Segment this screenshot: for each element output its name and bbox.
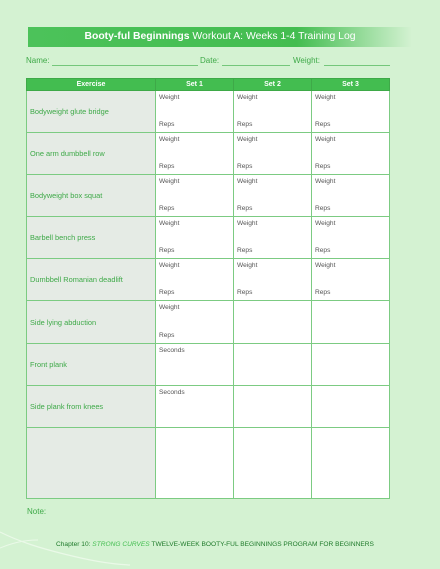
footer [56, 541, 374, 548]
training-log-table [26, 78, 390, 499]
set-cell-content [156, 428, 233, 498]
table-row [27, 427, 390, 498]
table-row [27, 175, 390, 217]
table-row [27, 301, 390, 343]
set-cell-content [234, 133, 311, 174]
set-bottom-label: Reps [159, 121, 175, 129]
set-cell[interactable] [156, 301, 234, 343]
set-cell-content [156, 91, 233, 132]
set-bottom-label: Reps [237, 247, 253, 255]
set-cell[interactable] [156, 427, 234, 498]
set-cell-content [234, 386, 311, 427]
exercise-name: Bodyweight box squat [27, 175, 156, 217]
header-fields [26, 56, 390, 68]
name-label: Name: [26, 56, 50, 65]
set-cell-content [156, 259, 233, 300]
set-cell-content [156, 133, 233, 174]
set-cell-content [312, 344, 389, 385]
set-cell[interactable] [156, 385, 234, 427]
set-cell-content [312, 301, 389, 342]
set-bottom-label: Reps [315, 163, 331, 171]
exercise-name: Bodyweight glute bridge [27, 91, 156, 133]
set-cell-content [156, 386, 233, 427]
set-bottom-label: Reps [237, 205, 253, 213]
set-cell-content [312, 428, 389, 498]
set-bottom-label: Reps [237, 289, 253, 297]
column-header-set-3: Set 3 [312, 79, 390, 91]
set-cell-content [234, 217, 311, 258]
set-cell[interactable] [312, 301, 390, 343]
table-row [27, 343, 390, 385]
set-bottom-label: Reps [315, 289, 331, 297]
set-top-label: Seconds [159, 388, 185, 396]
set-cell-content [234, 301, 311, 342]
column-header-exercise: Exercise [27, 79, 156, 91]
set-cell[interactable] [234, 259, 312, 301]
log-title [28, 27, 412, 47]
set-cell[interactable] [312, 343, 390, 385]
set-cell[interactable] [234, 427, 312, 498]
exercise-name: Front plank [27, 343, 156, 385]
set-bottom-label: Reps [237, 121, 253, 129]
set-cell-content [312, 386, 389, 427]
set-cell-content [156, 217, 233, 258]
set-top-label: Seconds [159, 346, 185, 354]
exercise-name [27, 427, 156, 498]
set-cell[interactable] [234, 385, 312, 427]
set-cell[interactable] [312, 91, 390, 133]
set-bottom-label: Reps [315, 121, 331, 129]
footer-rest: TWELVE-WEEK BOOTY-FUL BEGINNINGS PROGRAM FOR BEGINNERS [149, 541, 374, 548]
set-cell-content [312, 133, 389, 174]
set-cell-content [234, 344, 311, 385]
title-bold: Booty-ful Beginnings [84, 31, 190, 42]
table-row [27, 259, 390, 301]
set-top-label: Weight [237, 262, 258, 270]
exercise-name: Barbell bench press [27, 217, 156, 259]
set-cell-content [156, 301, 233, 342]
set-cell-content [312, 217, 389, 258]
set-bottom-label: Reps [159, 331, 175, 339]
set-cell-content [156, 344, 233, 385]
set-cell-content [312, 175, 389, 216]
set-cell[interactable] [234, 301, 312, 343]
set-top-label: Weight [315, 136, 336, 144]
title-rest: Workout A: Weeks 1-4 Training Log [189, 31, 356, 42]
set-cell-content [234, 175, 311, 216]
set-bottom-label: Reps [159, 289, 175, 297]
exercise-name: One arm dumbbell row [27, 133, 156, 175]
table-row [27, 217, 390, 259]
set-cell[interactable] [156, 343, 234, 385]
set-top-label: Weight [315, 178, 336, 186]
set-cell[interactable] [234, 133, 312, 175]
set-top-label: Weight [159, 220, 180, 228]
set-cell[interactable] [312, 175, 390, 217]
exercise-name: Side plank from knees [27, 385, 156, 427]
set-top-label: Weight [159, 94, 180, 101]
set-top-label: Weight [159, 178, 180, 186]
set-top-label: Weight [237, 220, 258, 228]
set-bottom-label: Reps [159, 205, 175, 213]
set-top-label: Weight [315, 220, 336, 228]
set-cell[interactable] [234, 343, 312, 385]
footer-chapter: Chapter 10: [56, 541, 93, 548]
set-bottom-label: Reps [159, 163, 175, 171]
exercise-name: Side lying abduction [27, 301, 156, 343]
set-top-label: Weight [159, 136, 180, 144]
column-header-set-2: Set 2 [234, 79, 312, 91]
set-cell[interactable] [234, 217, 312, 259]
note-label: Note: [27, 507, 47, 516]
set-cell[interactable] [156, 175, 234, 217]
set-cell-content [234, 91, 311, 132]
set-cell[interactable] [156, 91, 234, 133]
set-top-label: Weight [315, 94, 336, 101]
set-cell[interactable] [156, 217, 234, 259]
set-cell-content [312, 91, 389, 132]
set-top-label: Weight [237, 178, 258, 186]
weight-field[interactable] [324, 65, 390, 66]
table-body [27, 91, 390, 499]
set-cell[interactable] [312, 259, 390, 301]
set-cell-content [156, 175, 233, 216]
set-cell[interactable] [312, 427, 390, 498]
set-cell[interactable] [234, 175, 312, 217]
table-header-row [27, 79, 390, 91]
set-cell[interactable] [234, 91, 312, 133]
table-row [27, 91, 390, 133]
set-cell-content [234, 428, 311, 498]
date-label: Date: [200, 56, 220, 65]
set-bottom-label: Reps [237, 163, 253, 171]
set-bottom-label: Reps [315, 205, 331, 213]
set-cell-content [312, 259, 389, 300]
column-header-set-1: Set 1 [156, 79, 234, 91]
set-cell[interactable] [156, 133, 234, 175]
date-field[interactable] [222, 65, 290, 66]
table-row [27, 385, 390, 427]
set-top-label: Weight [237, 136, 258, 144]
set-bottom-label: Reps [159, 247, 175, 255]
set-cell-content [234, 259, 311, 300]
footer-book-title: STRONG CURVES [92, 541, 150, 548]
name-field[interactable] [52, 65, 198, 66]
set-cell[interactable] [312, 385, 390, 427]
exercise-name: Dumbbell Romanian deadlift [27, 259, 156, 301]
set-bottom-label: Reps [315, 247, 331, 255]
set-cell[interactable] [312, 133, 390, 175]
set-top-label: Weight [315, 262, 336, 270]
set-top-label: Weight [237, 94, 258, 101]
table-row [27, 133, 390, 175]
set-top-label: Weight [159, 262, 180, 270]
set-cell[interactable] [312, 217, 390, 259]
weight-label: Weight: [293, 56, 320, 65]
set-cell[interactable] [156, 259, 234, 301]
set-top-label: Weight [159, 304, 180, 312]
